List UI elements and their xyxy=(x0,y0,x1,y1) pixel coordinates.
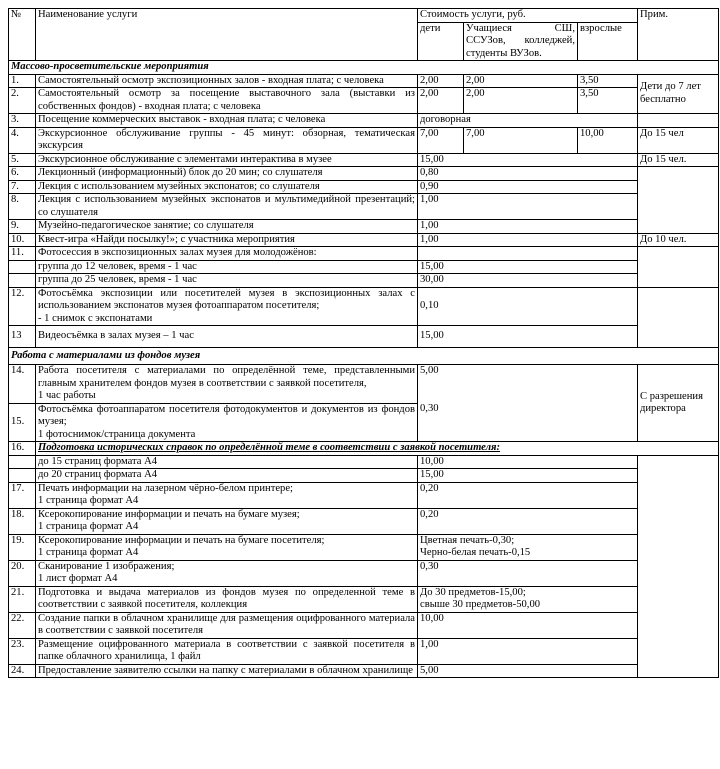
table-row xyxy=(9,153,719,167)
service-name-line: Сканирование 1 изображения; xyxy=(38,560,175,572)
row-number: 3. xyxy=(9,114,36,128)
price-single xyxy=(418,586,638,612)
service-name-line: - 1 снимок с экспонатами xyxy=(38,312,153,324)
service-name: Самостоятельный осмотр за посещение выставочного зала (выставки из собственных фондов) - входная плата; с человека xyxy=(36,88,418,114)
price-single: 10,00 xyxy=(418,455,638,469)
table-row xyxy=(9,560,719,586)
service-name-line: 1 страница формат А4 xyxy=(38,495,139,506)
price-table xyxy=(8,8,719,678)
note-cell: До 15 чел. xyxy=(638,153,719,167)
table-row xyxy=(9,220,719,234)
row-number: 20. xyxy=(9,560,36,586)
service-name: Создание папки в облачном хранилище для размещения оцифрованного материала в соответствии с заявкой посетителя xyxy=(36,612,418,638)
table-row xyxy=(9,260,719,274)
service-name: Лекционный (информационный) блок до 20 мин; со слушателя xyxy=(36,167,418,181)
service-name: Лекция с использованием музейных экспонатов и мультимедийной презентаций; со слушателя xyxy=(36,194,418,220)
price-line: До 30 предметов-15,00; xyxy=(420,586,526,598)
row-number: 7. xyxy=(9,180,36,194)
row-number: 5. xyxy=(9,153,36,167)
service-name: до 20 страниц формата А4 xyxy=(36,469,418,483)
table-row xyxy=(9,233,719,247)
service-name xyxy=(36,365,418,404)
header-adults: взрослые xyxy=(578,22,638,61)
table-row xyxy=(9,365,719,404)
price-students: 7,00 xyxy=(464,127,578,153)
note-cell: Дети до 7 лет бесплатно xyxy=(638,74,719,114)
price-adults: 10,00 xyxy=(578,127,638,153)
header-children: дети xyxy=(418,22,464,61)
row-number xyxy=(9,469,36,483)
table-row xyxy=(9,638,719,664)
table-row xyxy=(9,403,719,442)
row-number: 17. xyxy=(9,482,36,508)
header-cost: Стоимость услуги, руб. xyxy=(418,9,638,23)
price-students: 2,00 xyxy=(464,88,578,114)
service-name-line: Работа посетителя с материалами по определённой теме, представленными главным хранителем фондов музея в соответствии с заявкой посетителя, xyxy=(38,365,415,389)
service-name: Видеосъёмка в залах музея – 1 час xyxy=(36,326,418,348)
service-name-line: 1 страница формат А4 xyxy=(38,547,139,558)
table-row xyxy=(9,469,719,483)
row-number: 15. xyxy=(9,403,36,442)
price-single: 1,00 xyxy=(418,220,638,234)
price-single: 5,00 xyxy=(418,664,638,678)
table-row xyxy=(9,114,719,128)
service-name: Музейно-педагогическое занятие; со слушателя xyxy=(36,220,418,234)
price-single: 0,10 xyxy=(418,287,638,326)
table-row xyxy=(9,326,719,348)
row-number: 21. xyxy=(9,586,36,612)
section-row xyxy=(9,61,719,75)
price-single: 10,00 xyxy=(418,612,638,638)
price-children: 7,00 xyxy=(418,127,464,153)
service-name-line: Печать информации на лазерном чёрно-белом принтере; xyxy=(38,482,293,494)
price-single: 1,00 xyxy=(418,233,638,247)
price-single: 15,00 xyxy=(418,153,638,167)
table-row xyxy=(9,482,719,508)
row-number: 9. xyxy=(9,220,36,234)
row-number: 4. xyxy=(9,127,36,153)
table-row xyxy=(9,247,719,261)
row-number: 24. xyxy=(9,664,36,678)
price-adults: 3,50 xyxy=(578,74,638,88)
table-row xyxy=(9,508,719,534)
service-name-line: 1 страница формат А4 xyxy=(38,521,139,532)
price-children: 2,00 xyxy=(418,88,464,114)
price-single: 0,20 xyxy=(418,482,638,508)
price-line: свыше 30 предметов-50,00 xyxy=(420,599,541,610)
row-number: 19. xyxy=(9,534,36,560)
note-cell: До 15 чел xyxy=(638,127,719,153)
row-number xyxy=(9,274,36,288)
row-number: 12. xyxy=(9,287,36,326)
table-row xyxy=(9,534,719,560)
price-single: 0,80 xyxy=(418,167,638,181)
row-number: 13 xyxy=(9,326,36,348)
service-name: группа до 25 человек, время - 1 час xyxy=(36,274,418,288)
note-cell xyxy=(638,247,719,288)
price-single: 0,90 xyxy=(418,180,638,194)
service-name: Посещение коммерческих выставок - входная плата; с человека xyxy=(36,114,418,128)
service-name xyxy=(36,560,418,586)
service-name xyxy=(36,482,418,508)
table-row xyxy=(9,287,719,326)
note-cell xyxy=(638,114,719,128)
service-name: группа до 12 человек, время - 1 час xyxy=(36,260,418,274)
service-name-line: Ксерокопирование информации и печать на бумаге посетителя; xyxy=(38,534,325,546)
service-name: Квест-игра «Найди посылку!»; с участника мероприятия xyxy=(36,233,418,247)
section-mass: Массово-просветительские мероприятия xyxy=(9,61,719,75)
note-cell: С разрешения директора xyxy=(638,365,719,442)
service-name xyxy=(36,534,418,560)
service-name xyxy=(36,287,418,326)
service-name: Размещение оцифрованного материала в соответствии с заявкой посетителя в папке облачного хранилища, 1 файл xyxy=(36,638,418,664)
price-single: 0,20 xyxy=(418,508,638,534)
table-row xyxy=(9,194,719,220)
table-row xyxy=(9,586,719,612)
row-number: 16. xyxy=(9,442,36,456)
service-name: Подготовка исторических справок по определённой теме в соответствии с заявкой посетителя: xyxy=(36,442,719,456)
row-number: 2. xyxy=(9,88,36,114)
price-single: 0,30 xyxy=(418,403,638,442)
table-row xyxy=(9,274,719,288)
note-cell: До 10 чел. xyxy=(638,233,719,247)
price-single: 15,00 xyxy=(418,260,638,274)
note-cell xyxy=(638,287,719,347)
price-line: Цветная печать-0,30; xyxy=(420,534,515,546)
header-no: № xyxy=(9,9,36,61)
price-single xyxy=(418,534,638,560)
table-row xyxy=(9,612,719,638)
price-single: 1,00 xyxy=(418,638,638,664)
price-single: 0,30 xyxy=(418,560,638,586)
service-name-line: Фотосъёмка фотоаппаратом посетителя фотодокументов и документов из фондов музея; xyxy=(38,403,415,427)
service-name: до 15 страниц формата А4 xyxy=(36,455,418,469)
price-single: 15,00 xyxy=(418,326,638,348)
service-name: Фотосессия в экспозиционных залах музея для молодожёнов: xyxy=(36,247,418,261)
service-name xyxy=(36,403,418,442)
price-single: 30,00 xyxy=(418,274,638,288)
price-single xyxy=(418,247,638,261)
table-row xyxy=(9,88,719,114)
table-row xyxy=(9,180,719,194)
table-row xyxy=(9,167,719,181)
service-name-line: Ксерокопирование информации и печать на бумаге музея; xyxy=(38,508,300,520)
price-students: 2,00 xyxy=(464,74,578,88)
table-row xyxy=(9,442,719,456)
service-name-line: 1 лист формат А4 xyxy=(38,573,118,584)
note-cell xyxy=(638,455,719,678)
service-name-line: 1 час работы xyxy=(38,390,96,401)
row-number: 11. xyxy=(9,247,36,261)
service-name: Экскурсионное обслуживание группы - 45 минут: обзорная, тематическая экскурсия xyxy=(36,127,418,153)
service-name: Подготовка и выдача материалов из фондов музея по определенной теме в соответствии с заявкой посетителя, коллекция xyxy=(36,586,418,612)
table-row xyxy=(9,127,719,153)
table-row xyxy=(9,455,719,469)
table-row xyxy=(9,74,719,88)
service-name xyxy=(36,508,418,534)
header-service: Наименование услуги xyxy=(36,9,418,61)
service-name: Лекция с использованием музейных экспонатов; со слушателя xyxy=(36,180,418,194)
header-row xyxy=(9,9,719,23)
row-number: 6. xyxy=(9,167,36,181)
row-number xyxy=(9,260,36,274)
row-number xyxy=(9,455,36,469)
row-number: 1. xyxy=(9,74,36,88)
price-children: 2,00 xyxy=(418,74,464,88)
service-name: Предоставление заявителю ссылки на папку с материалами в облачном хранилище xyxy=(36,664,418,678)
note-cell xyxy=(638,167,719,234)
service-name-line: Фотосъёмка экспозиции или посетителей музея в экспозиционных залах с использованием экспонатов музея фотоаппаратом посетителя; xyxy=(38,287,415,311)
price-adults: 3,50 xyxy=(578,88,638,114)
row-number: 8. xyxy=(9,194,36,220)
price-single: 15,00 xyxy=(418,469,638,483)
row-number: 22. xyxy=(9,612,36,638)
price-single: 1,00 xyxy=(418,194,638,220)
row-number: 14. xyxy=(9,365,36,404)
price-single: договорная xyxy=(418,114,638,128)
row-number: 23. xyxy=(9,638,36,664)
section-row xyxy=(9,347,719,365)
price-single: 5,00 xyxy=(418,365,638,404)
service-name-line: 1 фотоснимок/страница документа xyxy=(38,428,196,440)
price-line: Черно-белая печать-0,15 xyxy=(420,547,531,558)
header-note: Прим. xyxy=(638,9,719,61)
service-name: Экскурсионное обслуживание с элементами интерактива в музее xyxy=(36,153,418,167)
service-name: Самостоятельный осмотр экспозиционных залов - входная плата; с человека xyxy=(36,74,418,88)
table-row xyxy=(9,664,719,678)
section-materials: Работа с материалами из фондов музея xyxy=(9,347,719,365)
row-number: 10. xyxy=(9,233,36,247)
row-number: 18. xyxy=(9,508,36,534)
header-students: Учащиеся СШ, ССУЗов, колледжей, студенты ВУЗов. xyxy=(464,22,578,61)
